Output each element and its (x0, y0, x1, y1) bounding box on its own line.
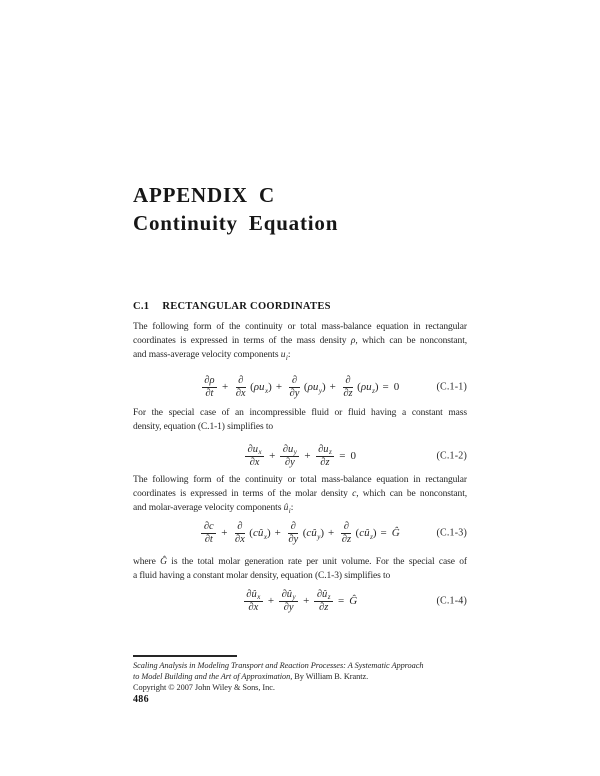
equation-c1-1: (C.1-1) $\frac{\partial\rho}{\partial t}$ + $\frac{\partial}{\partial x}$ $(\rho u_x)$ + $\frac{\partial}{\partial y}$ $(\rho u_y)$ + $\frac{\partial}{\partial z}$ $(\rho u_z)$ = 0 (133, 372, 467, 402)
equation-number-c1-4: (C.1-4) (436, 595, 467, 607)
footnote-line3: Copyright © 2007 John Wiley & Sons, Inc. (133, 683, 275, 692)
equation-number-c1-1: (C.1-1) (436, 381, 467, 393)
section-title: RECTANGULAR COORDINATES (162, 301, 331, 312)
footnote-line2: to Model Building and the Art of Approximation, By William B. Krantz. (133, 672, 369, 681)
paragraph-2: For the special case of an incompressible fluid or fluid having a constant mass density, equation (C.1-1) simplifies to (133, 408, 467, 433)
page-number: 486 (133, 694, 149, 705)
equation-c1-2: (C.1-2) $\frac{\partial u_x}{\partial x}$ + $\frac{\partial u_y}{\partial y}$ + $\frac{\partial u_z}{\partial z}$ = 0 (133, 441, 467, 471)
paragraph-3: The following form of the continuity or total mass-balance equation in rectangular coordinates is expressed in terms of the molar density c, which can be nonconstant, and molar-average velocity components $û_i$: (133, 475, 468, 515)
paragraph-4: where Ĝ is the total molar generation rate per unit volume. For the special case of a fluid having a constant molar density, equation (C.1-3) simplifies to (133, 557, 467, 582)
paragraph-1: The following form of the continuity or total mass-balance equation in rectangular coordinates is expressed in terms of the mass density ρ, which can be nonconstant, and mass-average velocity components $u_i$: (133, 322, 468, 362)
footnote-line1: Scaling Analysis in Modeling Transport and Reaction Processes: A Systematic Approach (133, 661, 424, 670)
section-heading (133, 301, 473, 312)
appendix-title-line2: Continuity Equation (133, 211, 339, 235)
footnote-rule (133, 655, 237, 657)
appendix-title (133, 181, 493, 237)
equation-c1-4: (C.1-4) $\frac{\partial û_x}{\partial x}$ + $\frac{\partial û_y}{\partial y}$ + $\frac{\partial û_z}{\partial z}$ = Ĝ (133, 586, 467, 616)
section-number: C.1 (133, 301, 150, 312)
equation-number-c1-2: (C.1-2) (436, 450, 467, 462)
copyright-footnote (133, 660, 478, 693)
equation-c1-3: (C.1-3) $\frac{\partial c}{\partial t}$ + $\frac{\partial}{\partial x}$ $(cû_x)$ + $\frac{\partial}{\partial y}$ $(cû_y)$ + $\frac{\partial}{\partial z}$ $(cû_z)$ = Ĝ (133, 518, 467, 548)
appendix-title-line1: APPENDIX C (133, 183, 275, 207)
equation-number-c1-3: (C.1-3) (436, 527, 467, 539)
